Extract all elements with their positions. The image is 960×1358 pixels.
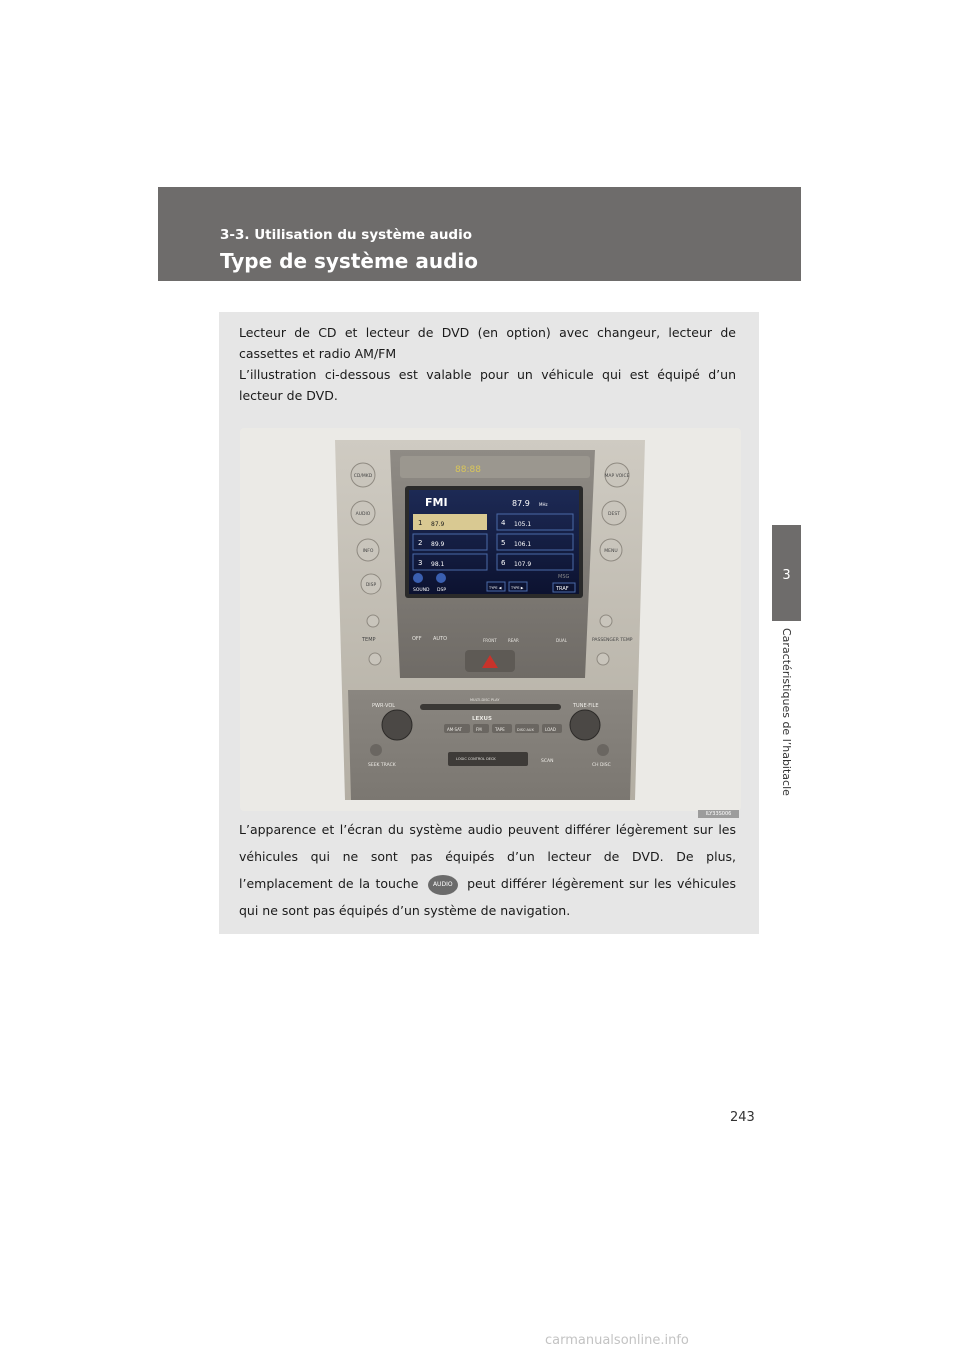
intro-text [239,322,736,406]
screen-frequency: 87.9 [512,499,530,508]
temp-down-left [369,653,381,665]
deck-button-5-label: LOAD [545,727,556,732]
preset-4-freq: 105.1 [514,521,532,528]
intro-line-2: L’illustration ci-dessous est valable pour un véhicule qui est équipé d’un lecteur de DVD. [239,367,736,403]
preset-4-num: 4 [501,519,506,527]
dsp-icon [436,573,446,583]
top-display [400,456,590,478]
watermark: carmanualsonline.info [545,1333,689,1348]
screen-mode: FMI [425,496,448,509]
knob-left-label: PWR·VOL [372,703,396,709]
knob-right-label: TUNE·FILE [573,703,599,709]
chapter-header [158,187,801,281]
preset-1-num: 1 [418,519,423,527]
climate-off: OFF [412,636,422,642]
ch-button [597,744,609,756]
preset-6-num: 6 [501,559,506,567]
traf-key: TRAF [556,586,569,592]
climate-rear: REAR [508,638,519,643]
preset-6-freq: 107.9 [514,561,532,568]
pwr-vol-knob [382,710,412,740]
preset-2-num: 2 [418,539,423,547]
screen-unit: MHz [539,502,548,507]
chapter-title: Caractéristiques de l’habitacle [780,628,793,796]
seek-label: SEEK TRACK [368,763,396,768]
ch-label: CH DISC [592,763,611,768]
temp-up-left [367,615,379,627]
deck-brand: LEXUS [472,716,492,722]
sound-key: SOUND [413,588,430,593]
preset-1-box [413,514,487,530]
preset-3-freq: 98.1 [431,561,445,568]
deck-button-2-label: FM [476,727,482,732]
climate-auto: AUTO [433,636,448,642]
left-button-1-label: CD/MKD [353,474,373,479]
audio-system-illustration [240,428,741,811]
slot-label: MULTI-DISC PLAY [470,698,500,702]
type-next-key: TYPE ▶ [511,586,524,590]
deck-button-4-label: DISC·AUX [517,728,534,732]
climate-front: FRONT [483,638,497,643]
preset-3-num: 3 [418,559,423,567]
preset-5-freq: 106.1 [514,541,532,548]
preset-2-freq: 89.9 [431,541,445,548]
page-title: Type de système audio [220,249,478,273]
left-temp-label: TEMP [362,637,376,643]
logic-label: LOGIC CONTROL DECK [456,757,496,761]
chapter-number: 3 [782,568,791,583]
deck-button-1-label: AM·SAT [447,727,462,732]
climate-dual: DUAL [556,638,567,643]
intro-line-1: Lecteur de CD et lecteur de DVD (en option) avec changeur, lecteur de cassettes et radio AM/FM [239,325,736,361]
msg-key: MSG [558,574,570,580]
audio-button-icon: AUDIO [428,875,458,895]
preset-5-num: 5 [501,539,506,547]
content-panel [219,312,759,934]
tune-file-knob [570,710,600,740]
seek-button [370,744,382,756]
clock-readout: 88:88 [455,465,481,475]
scan-label: SCAN [541,759,554,764]
page-number: 243 [730,1110,755,1125]
outro-text [239,816,736,924]
outro-before: L’apparence et l’écran du système audio peuvent différer légèrement sur les véhicules qui ne sont pas équipés d’un lecteur de DVD. De plus, l’emplacement de la touche [239,822,736,891]
disc-slot [420,704,561,710]
temp-up-right [600,615,612,627]
deck-button-3-label: TAPE [495,727,505,732]
left-button-2-label: AUDIO [355,512,371,517]
right-button-2-label: DEST [608,512,620,517]
right-temp-label: PASSENGER TEMP [592,638,633,643]
temp-down-right [597,653,609,665]
left-button-3-label: INFO [362,549,374,554]
left-button-4-label: DISP [365,583,377,588]
section-label: 3-3. Utilisation du système audio [220,227,472,243]
type-prev-key: TYPE ◀ [489,586,502,590]
sound-icon [413,573,423,583]
outro-after: peut différer légèrement sur les véhicules qui ne sont pas équipés d’un système de navigation. [239,876,736,918]
right-button-3-label: MENU [604,549,618,554]
figure-code: ILY33S006 [698,810,739,818]
preset-1-freq: 87.9 [431,521,445,528]
dashboard-drawing [240,428,741,811]
dsp-key: DSP [437,588,447,593]
right-button-1-label: MAP VOICE [604,474,630,479]
